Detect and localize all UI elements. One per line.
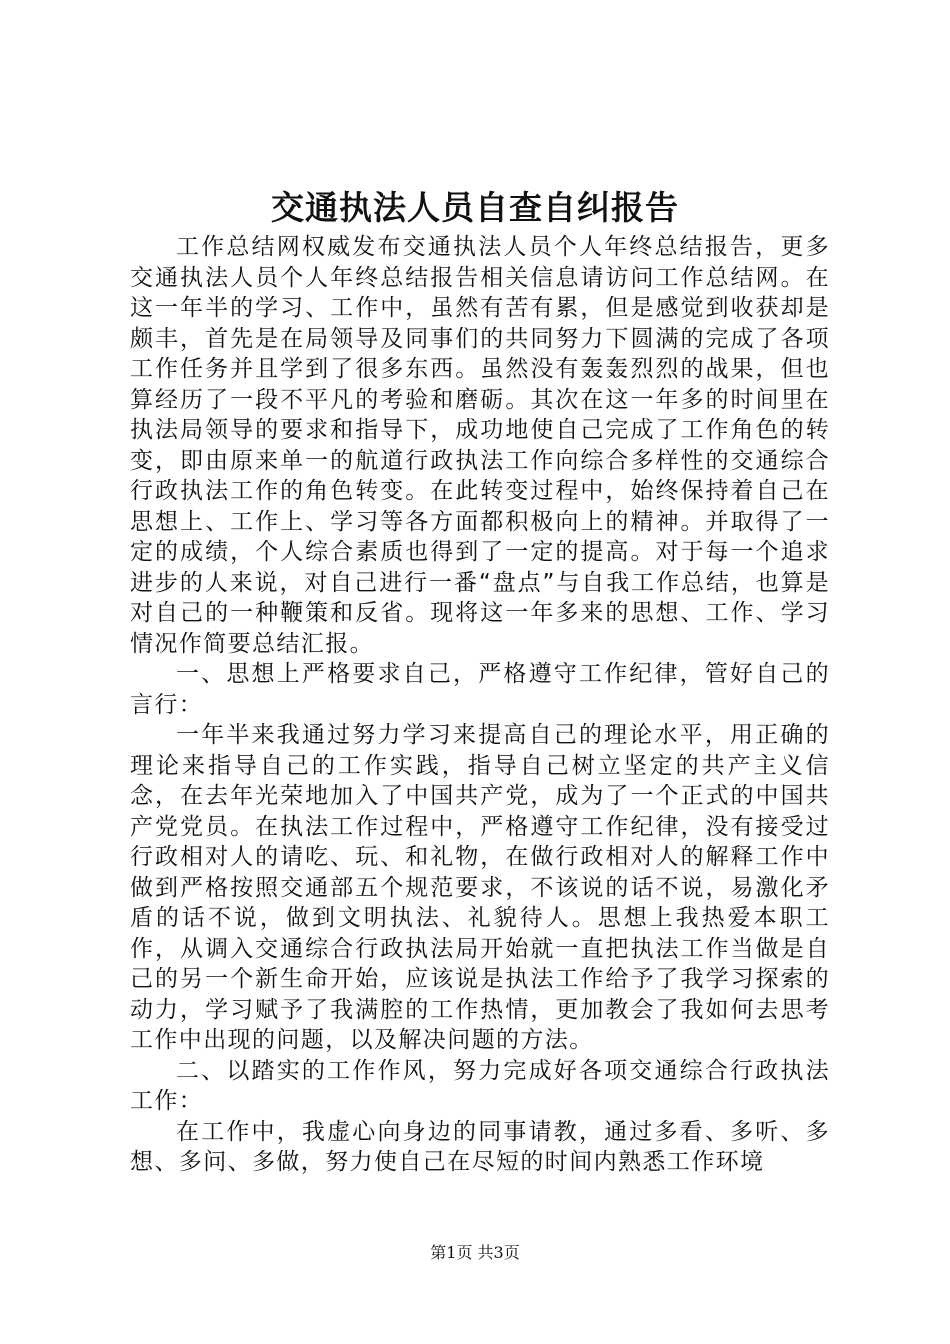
document-title: 交通执法人员自查自纠报告: [271, 188, 679, 227]
paragraph-intro: 工作总结网权威发布交通执法人员个人年终总结报告，更多交通执法人员个人年终总结报告相关信息请访问工作总结网。在这一年半的学习、工作中，虽然有苦有累，但是感觉到收获却是颇丰，首先是在局领导及同事们的共同努力下圆满的完成了各项工作任务并且学到了很多东西。虽然没有轰轰烈烈的战果，但也算经历了一段不平凡的考验和磨砺。其次在这一年多的时间里在执法局领导的要求和指导下，成功地使自己完成了工作角色的转变，即由原来单一的航道行政执法工作向综合多样性的交通综合行政执法工作的角色转变。在此转变过程中，始终保持着自己在思想上、工作上、学习等各方面都积极向上的精神。并取得了一定的成绩，个人综合素质也得到了一定的提高。对于每一个追求进步的人来说，对自己进行一番“盘点”与自我工作总结，也算是对自己的一种鞭策和反省。现将这一年多来的思想、工作、学习情况作简要总结汇报。: [130, 234, 830, 657]
paragraph-section-1: 一年半来我通过努力学习来提高自己的理论水平，用正确的理论来指导自己的工作实践，指导自己树立坚定的共产主义信念，在去年光荣地加入了中国共产党，成为了一个正式的中国共产党党员。在执法工作过程中，严格遵守工作纪律，没有接受过行政相对人的请吃、玩、和礼物，在做行政相对人的解释工作中做到严格按照交通部五个规范要求，不该说的话不说，易激化矛盾的话不说，做到文明执法、礼貌待人。思想上我热爱本职工作，从调入交通综合行政执法局开始就一直把执法工作当做是自己的另一个新生命开始，应该说是执法工作给予了我学习探索的动力，学习赋予了我满腔的工作热情，更加教会了我如何去思考工作中出现的问题，以及解决问题的方法。: [130, 722, 830, 1053]
paragraph-section-2: 在工作中，我虚心向身边的同事请教，通过多看、多听、多想、多问、多做，努力使自己在尽短的时间内熟悉工作环境: [130, 1118, 830, 1175]
page-footer: 第1页 共3页: [430, 1243, 520, 1262]
document-body: [130, 232, 830, 1178]
section-heading-1: 一、思想上严格要求自己，严格遵守工作纪律，管好自己的言行：: [130, 661, 830, 718]
section-heading-2: 二、以踏实的工作作风，努力完成好各项交通综合行政执法工作：: [130, 1057, 830, 1114]
